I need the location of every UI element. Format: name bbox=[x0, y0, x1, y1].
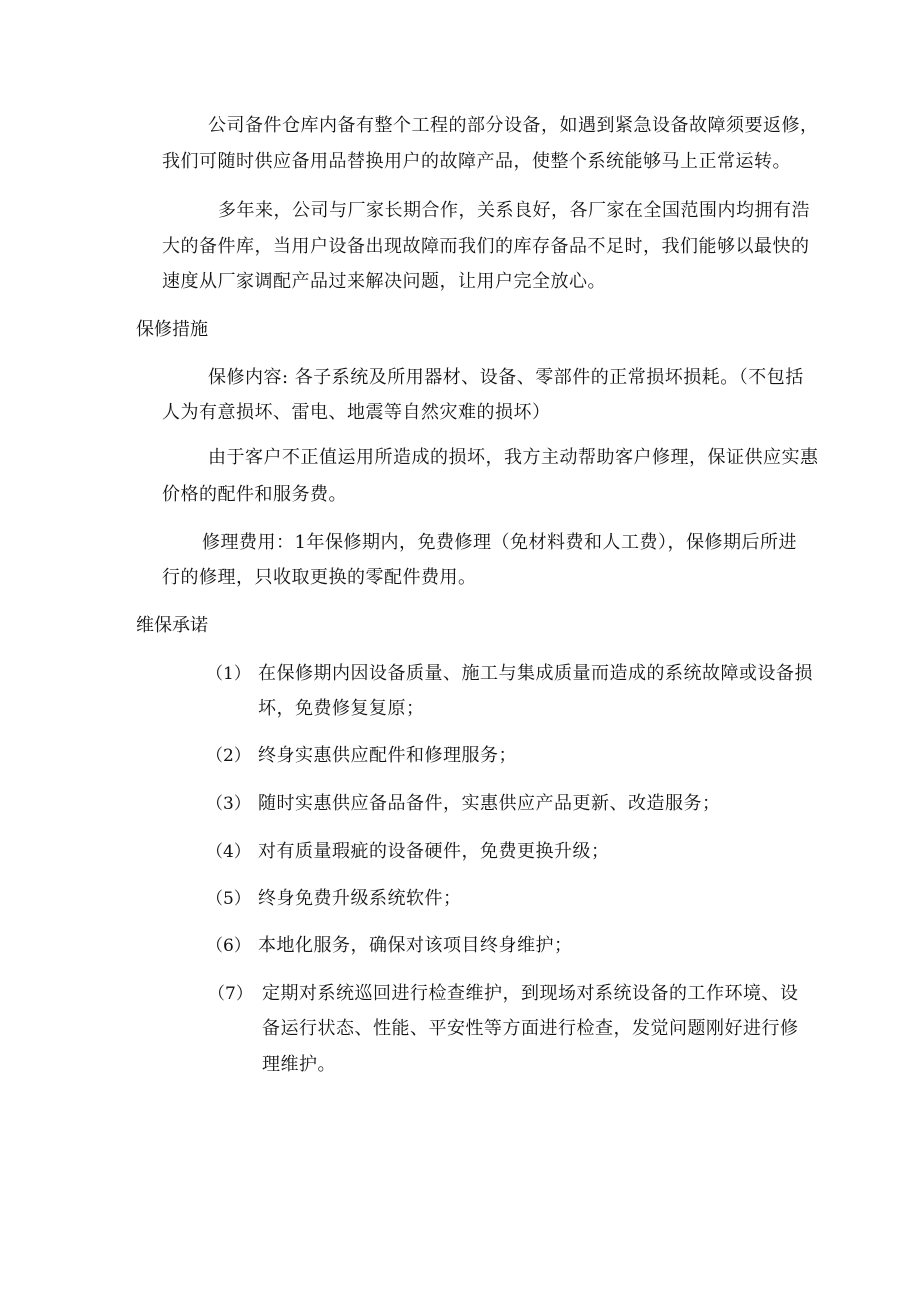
list-item-number: （4） bbox=[206, 842, 251, 862]
list-item-text: 备运行状态、性能、平安性等方面进行检查，发觉问题刚好进行修 bbox=[262, 1018, 799, 1039]
list-item-text: 终身免费升级系统软件； bbox=[258, 888, 462, 909]
list-item-number: （5） bbox=[206, 889, 251, 909]
paragraph-line: 人为有意损坏、雷电、地震等自然灾难的损坏） bbox=[162, 402, 551, 423]
list-item-text: 终身实惠供应配件和修理服务； bbox=[258, 745, 517, 766]
paragraph-line: 速度从厂家调配产品过来解决问题，让用户完全放心。 bbox=[162, 271, 606, 292]
list-item-text: 定期对系统巡回进行检查维护，到现场对系统设备的工作环境、设 bbox=[262, 983, 799, 1004]
list-item-number: （1） bbox=[206, 664, 251, 684]
paragraph-line: 行的修理，只收取更换的零配件费用。 bbox=[162, 567, 477, 588]
paragraph-line: 大的备件库，当用户设备出现故障而我们的库存备品不足时，我们能够以最快的 bbox=[162, 236, 810, 257]
paragraph-line: 保修内容: 各子系统及所用器材、设备、零部件的正常损坏损耗。（不包括 bbox=[208, 367, 804, 388]
list-item-number: （7） bbox=[208, 984, 253, 1004]
list-item-text: 理维护。 bbox=[262, 1054, 336, 1075]
section-heading-repair: 保修措施 bbox=[136, 319, 208, 340]
paragraph-line: 多年来，公司与厂家长期合作，关系良好，各厂家在全国范围内均拥有浩 bbox=[218, 200, 810, 221]
paragraph-line: 价格的配件和服务费。 bbox=[162, 484, 347, 505]
list-item-number: （3） bbox=[206, 794, 251, 814]
list-item-number: （2） bbox=[206, 746, 251, 766]
list-item-text: 在保修期内因设备质量、施工与集成质量而造成的系统故障或设备损 bbox=[258, 663, 813, 684]
section-heading-commitment: 维保承诺 bbox=[136, 615, 208, 636]
list-item-text: 随时实惠供应备品备件，实惠供应产品更新、改造服务； bbox=[258, 793, 721, 814]
list-item-text: 对有质量瑕疵的设备硬件，免费更换升级； bbox=[258, 841, 610, 862]
paragraph-line: 公司备件仓库内备有整个工程的部分设备，如遇到紧急设备故障须要返修， bbox=[208, 115, 819, 136]
paragraph-line: 由于客户不正值运用所造成的损坏，我方主动帮助客户修理，保证供应实惠 bbox=[208, 447, 819, 468]
list-item-number: （6） bbox=[206, 936, 251, 956]
paragraph-line: 我们可随时供应备用品替换用户的故障产品，使整个系统能够马上正常运转。 bbox=[162, 151, 791, 172]
paragraph-line: 修理费用：1年保修期内，免费修理（免材料费和人工费），保修期后所进 bbox=[202, 532, 797, 553]
list-item-text: 坏，免费修复复原； bbox=[258, 698, 425, 719]
list-item-text: 本地化服务，确保对该项目终身维护； bbox=[258, 935, 573, 956]
